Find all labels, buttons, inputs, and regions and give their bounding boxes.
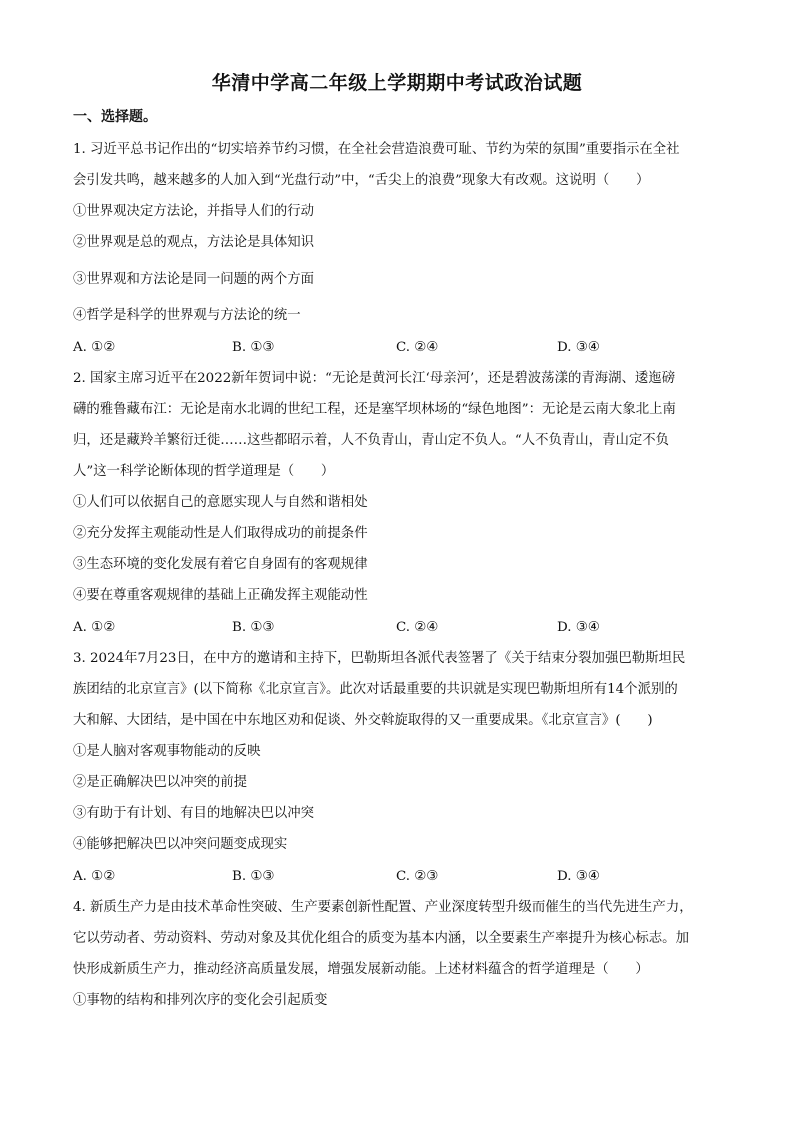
page-title: 华清中学高二年级上学期期中考试政治试题 [211, 72, 583, 94]
question-2-item-3: ③生态环境的变化发展有着它自身固有的客观规律 [73, 557, 368, 572]
question-1-item-3: ③世界观和方法论是同一问题的两个方面 [73, 272, 315, 287]
question-4-stem-line-3: 快形成新质生产力，推动经济高质量发展，增强发展新动能。上述材料蕴含的哲学道理是（ ） [73, 962, 649, 977]
question-2-option-b[interactable]: B. ①③ [232, 620, 275, 635]
question-2-item-2: ②充分发挥主观能动性是人们取得成功的前提条件 [73, 526, 368, 541]
question-1-item-1: ①世界观决定方法论，并指导人们的行动 [73, 204, 315, 219]
question-1-item-2: ②世界观是总的观点，方法论是具体知识 [73, 235, 315, 250]
question-2-item-4: ④要在尊重客观规律的基础上正确发挥主观能动性 [73, 588, 368, 603]
question-1-option-d[interactable]: D. ③④ [557, 340, 600, 355]
question-4-item-1: ①事物的结构和排列次序的变化会引起质变 [73, 993, 328, 1008]
question-3-option-b[interactable]: B. ①③ [232, 869, 275, 884]
question-2-stem-line-3: 归，还是藏羚羊繁衍迁徙……这些都昭示着，人不负青山，青山定不负人。“人不负青山，青山定不负 [73, 433, 670, 448]
question-3-stem-line-3: 大和解、大团结，是中国在中东地区劝和促谈、外交斡旋取得的又一重要成果。《北京宣言》( ) [73, 713, 653, 728]
question-2-option-a[interactable]: A. ①② [73, 620, 116, 635]
question-3-stem-line-1: 3. 2024年7月23日，在中方的邀请和主持下，巴勒斯坦各派代表签署了《关于结束分裂加强巴勒斯坦民 [73, 651, 686, 666]
question-2-stem-line-4: 人”这一科学论断体现的哲学道理是（ ） [73, 464, 335, 479]
question-2-option-c[interactable]: C. ②④ [396, 620, 439, 635]
question-3-item-4: ④能够把解决巴以冲突问题变成现实 [73, 837, 288, 852]
question-2-stem-line-2: 礴的雅鲁藏布江：无论是南水北调的世纪工程，还是塞罕坝林场的“绿色地图”：无论是云南大象北上南 [73, 402, 676, 417]
question-4-stem-line-2: 它以劳动者、劳动资料、劳动对象及其优化组合的质变为基本内涵，以全要素生产率提升为核心标志。加 [73, 931, 689, 946]
question-3-item-2: ②是正确解决巴以冲突的前提 [73, 775, 248, 790]
question-1-item-4: ④哲学是科学的世界观与方法论的统一 [73, 308, 301, 323]
question-1-option-c[interactable]: C. ②④ [396, 340, 439, 355]
question-3-option-a[interactable]: A. ①② [73, 869, 116, 884]
question-2-option-d[interactable]: D. ③④ [557, 620, 600, 635]
question-4-stem-line-1: 4. 新质生产力是由技术革命性突破、生产要素创新性配置、产业深度转型升级而催生的当代先进生产力， [73, 900, 693, 915]
question-3-item-3: ③有助于有计划、有目的地解决巴以冲突 [73, 806, 315, 821]
question-2-item-1: ①人们可以依据自己的意愿实现人与自然和谐相处 [73, 495, 368, 510]
section-heading: 一、选择题。 [73, 109, 157, 125]
question-1-option-a[interactable]: A. ①② [73, 340, 116, 355]
question-3-option-c[interactable]: C. ②③ [396, 869, 439, 884]
question-2-stem-line-1: 2. 国家主席习近平在2022新年贺词中说：“无论是黄河长江‘母亲河’，还是碧波荡漾的青海湖、逶迤磅 [73, 371, 676, 386]
question-1-option-b[interactable]: B. ①③ [232, 340, 275, 355]
question-1-stem-line-2: 会引发共鸣，越来越多的人加入到“光盘行动”中，“舌尖上的浪费”现象大有改观。这说明（ ） [73, 173, 650, 188]
question-1-stem-line-1: 1. 习近平总书记作出的“切实培养节约习惯，在全社会营造浪费可耻、节约为荣的氛围”重要指示在全社 [73, 142, 680, 157]
question-3-item-1: ①是人脑对客观事物能动的反映 [73, 744, 261, 759]
question-3-stem-line-2: 族团结的北京宣言》(以下简称《北京宣言》。此次对话最重要的共识就是实现巴勒斯坦所有14个派别的 [73, 682, 678, 697]
question-3-option-d[interactable]: D. ③④ [557, 869, 600, 884]
